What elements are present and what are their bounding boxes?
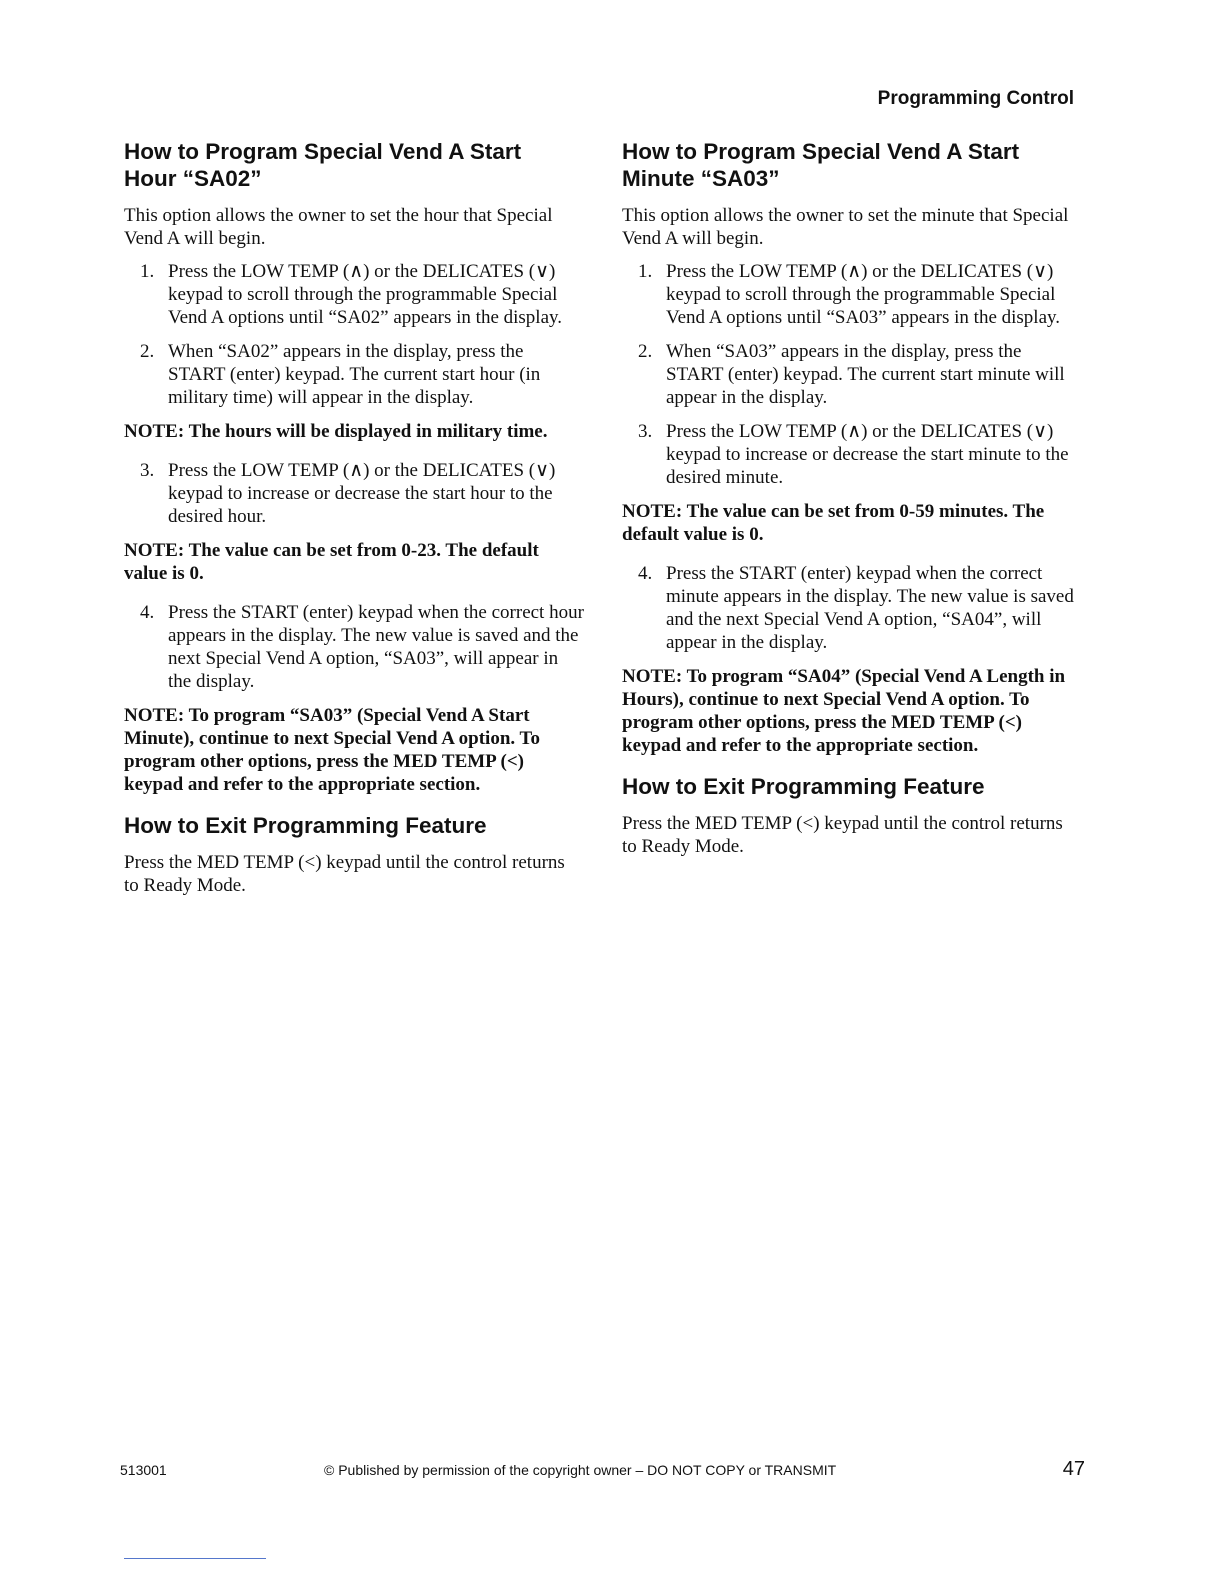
scan-artifact-line [124, 1558, 266, 1559]
left-step-1 [124, 260, 584, 329]
step-number: 1. [140, 261, 155, 282]
right-step-1 [622, 260, 1082, 329]
step-text: Press the LOW TEMP (∧) or the DELICATES (∨) keypad to scroll through the programmable Special Vend A options until “SA03” appears in the display. [666, 261, 1061, 328]
page-footer [120, 1460, 1085, 1484]
step-text: Press the LOW TEMP (∧) or the DELICATES (∨) keypad to increase or decrease the start minute to the desired minute. [666, 421, 1069, 488]
right-exit-text: Press the MED TEMP (<) keypad until the control returns to Ready Mode. [622, 813, 1063, 857]
step-text: Press the LOW TEMP (∧) or the DELICATES (∨) keypad to scroll through the programmable Special Vend A options until “SA02” appears in the display. [168, 261, 563, 328]
right-exit-heading: How to Exit Programming Feature [622, 774, 985, 799]
step-number: 4. [140, 602, 155, 623]
left-section-heading [124, 138, 584, 192]
right-note-value-range: NOTE: The value can be set from 0-59 minutes. The default value is 0. [622, 501, 1045, 545]
step-number: 4. [638, 563, 653, 584]
left-heading-line2: Hour “SA02” [124, 166, 262, 191]
right-section-heading [622, 138, 1082, 192]
right-column [622, 138, 1082, 868]
step-number: 2. [140, 341, 155, 362]
step-number: 3. [638, 421, 653, 442]
step-number: 1. [638, 261, 653, 282]
document-number: 513001 [120, 1462, 167, 1478]
step-text: Press the START (enter) keypad when the correct hour appears in the display. The new value is saved and the next Special Vend A option, “SA03”, will appear in the display. [168, 602, 584, 692]
step-text: When “SA02” appears in the display, press the START (enter) keypad. The current start hour (in military time) will appear in the display. [168, 341, 541, 408]
step-text: Press the LOW TEMP (∧) or the DELICATES (∨) keypad to increase or decrease the start hour to the desired hour. [168, 460, 556, 527]
left-step-2 [124, 340, 584, 409]
step-text: When “SA03” appears in the display, press the START (enter) keypad. The current start minute will appear in the display. [666, 341, 1065, 408]
right-step-4 [622, 562, 1082, 654]
step-text: Press the START (enter) keypad when the correct minute appears in the display. The new value is saved and the next Special Vend A option, “SA04”, will appear in the display. [666, 563, 1074, 653]
left-heading-line1: How to Program Special Vend A Start [124, 139, 522, 164]
right-step-3 [622, 420, 1082, 489]
left-exit-heading: How to Exit Programming Feature [124, 813, 487, 838]
left-intro: This option allows the owner to set the hour that Special Vend A will begin. [124, 205, 553, 249]
right-heading-line1: How to Program Special Vend A Start [622, 139, 1020, 164]
left-note-value-range: NOTE: The value can be set from 0-23. The default value is 0. [124, 540, 539, 584]
left-step-3 [124, 459, 584, 528]
left-step-4 [124, 601, 584, 693]
copyright-notice: © Published by permission of the copyright owner – DO NOT COPY or TRANSMIT [324, 1462, 837, 1478]
left-note-next-option: NOTE: To program “SA03” (Special Vend A Start Minute), continue to next Special Vend A option. To program other options, press the MED TEMP (<) keypad and refer to the appropriate section. [124, 705, 540, 795]
left-column [124, 138, 584, 907]
page-number: 47 [1062, 1458, 1085, 1480]
left-exit-text: Press the MED TEMP (<) keypad until the control returns to Ready Mode. [124, 852, 565, 896]
step-number: 3. [140, 460, 155, 481]
right-heading-line2: Minute “SA03” [622, 166, 780, 191]
section-header: Programming Control [877, 88, 1074, 109]
step-number: 2. [638, 341, 653, 362]
left-note-military-time: NOTE: The hours will be displayed in military time. [124, 421, 548, 442]
right-intro: This option allows the owner to set the minute that Special Vend A will begin. [622, 205, 1069, 249]
right-note-next-option: NOTE: To program “SA04” (Special Vend A Length in Hours), continue to next Special Vend A option. To program other options, press the MED TEMP (<) keypad and refer to the appropriate section. [622, 666, 1066, 756]
right-step-2 [622, 340, 1082, 409]
